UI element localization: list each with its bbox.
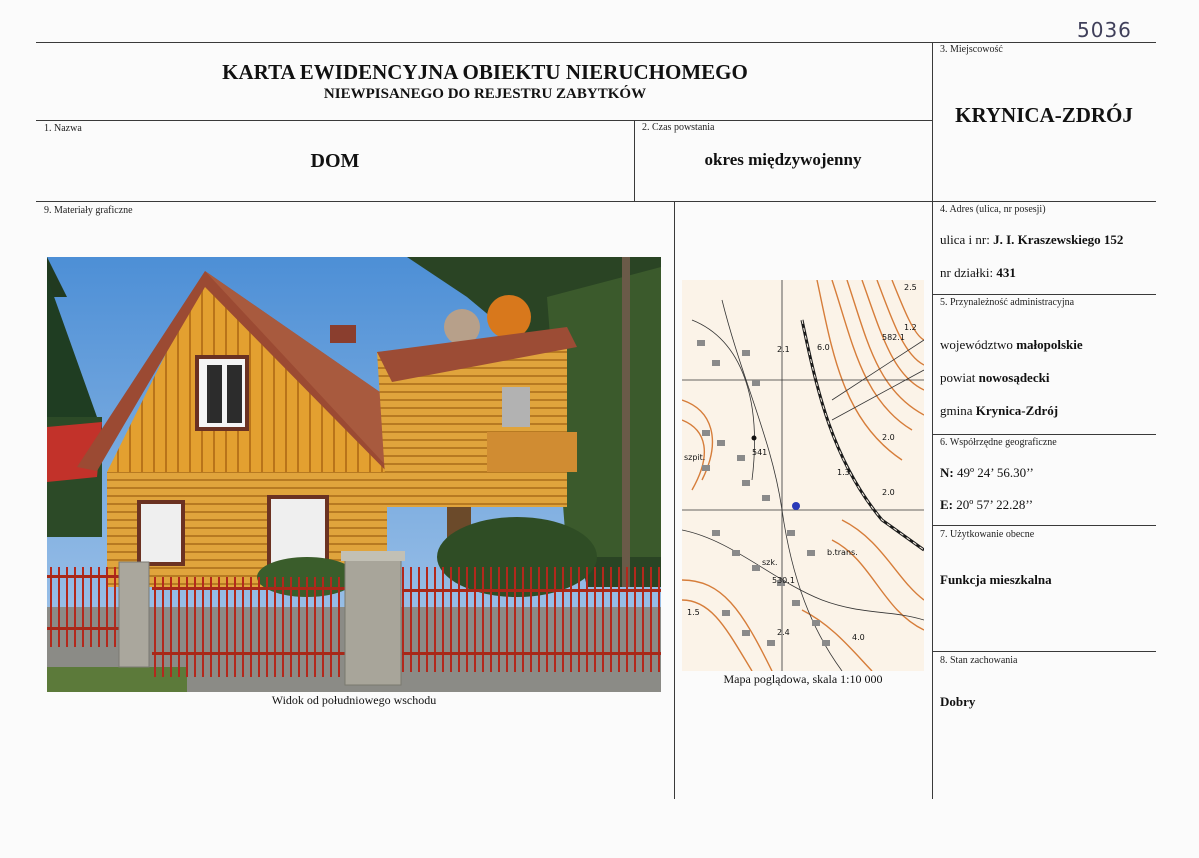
map-label: 582.1 [882,333,905,342]
coords-bottom-border [932,525,1156,526]
miejscowosc-label: 3. Miejscowość [940,44,1003,55]
gmina-row [940,403,1058,419]
handwritten-catalogue-number: 5036 [1077,18,1132,42]
longitude-row [940,497,1033,513]
map-label: 2.4 [777,628,790,637]
top-border [36,42,1156,43]
photo-caption: Widok od południowego wschodu [271,693,437,707]
przynaleznosc-label: 5. Przynależność administracyjna [940,297,1075,308]
map-label: 2.1 [777,345,790,354]
latitude-prefix: N: [940,465,954,480]
name-row-bottom-border [36,201,1156,202]
map-label: 530.1 [772,576,795,585]
powiat-row [940,370,1049,386]
adres-ulica-prefix: ulica i nr: [940,232,990,247]
address-bottom-border [932,294,1156,295]
stan-value: Dobry [940,694,976,709]
wspolrzedne-label: 6. Współrzędne geograficzne [940,437,1057,448]
right-column-divider [932,42,933,799]
powiat-value: nowosądecki [978,370,1050,385]
nazwa-value: DOM [310,150,360,172]
gmina-value: Krynica-Zdrój [975,403,1059,418]
map-label: 1.3 [837,468,850,477]
document-title: KARTA EWIDENCYJNA OBIEKTU NIERUCHOMEGO [222,60,748,84]
wojewodztwo-row [940,337,1083,353]
gmina-prefix: gmina [940,403,973,418]
map-label: 2.0 [882,433,895,442]
usage-bottom-border [932,651,1156,652]
map-caption: Mapa poglądowa, skala 1:10 000 [723,672,883,686]
map-label: szk. [762,558,778,567]
adres-dzialka-value: 431 [996,265,1016,280]
uzytkowanie-value: Funkcja mieszkalna [940,572,1052,587]
map-label: 2.0 [882,488,895,497]
admin-bottom-border [932,434,1156,435]
latitude-value: 49º 24’ 56.30’’ [956,465,1034,480]
longitude-value: 20º 57’ 22.28’’ [956,497,1034,512]
adres-dzialka-prefix: nr działki: [940,265,994,280]
map-label: 1.5 [687,608,700,617]
map-label: 6.0 [817,343,830,352]
map-label: szpit. [684,453,706,462]
nazwa-label: 1. Nazwa [44,123,82,134]
map-column-divider [674,201,675,799]
czas-label: 2. Czas powstania [642,122,715,133]
map-label: 4.0 [852,633,865,642]
map-label: b.trans. [827,548,858,557]
adres-ulica-value: J. I. Kraszewskiego 152 [993,232,1124,247]
wojewodztwo-value: małopolskie [1016,337,1083,352]
house-photo [47,257,661,692]
longitude-prefix: E: [940,497,953,512]
map-label: 541 [752,448,768,457]
czas-value: okres międzywojenny [704,150,862,169]
map-label: 2.5 [904,283,917,292]
title-bottom-border [36,120,932,121]
map-label: 1.2 [904,323,917,332]
wojewodztwo-prefix: województwo [940,337,1013,352]
miejscowosc-value: KRYNICA-ZDRÓJ [955,103,1133,127]
uzytkowanie-label: 7. Użytkowanie obecne [940,529,1035,540]
stan-label: 8. Stan zachowania [940,655,1018,666]
latitude-row [940,465,1034,481]
powiat-prefix: powiat [940,370,976,385]
document-subtitle: NIEWPISANEGO DO REJESTRU ZABYTKÓW [323,86,647,102]
adres-dzialka-row [940,265,1016,281]
overview-map [682,280,924,671]
adres-label: 4. Adres (ulica, nr posesji) [940,204,1046,215]
materialy-label: 9. Materiały graficzne [44,205,133,216]
adres-ulica-row [940,232,1123,248]
